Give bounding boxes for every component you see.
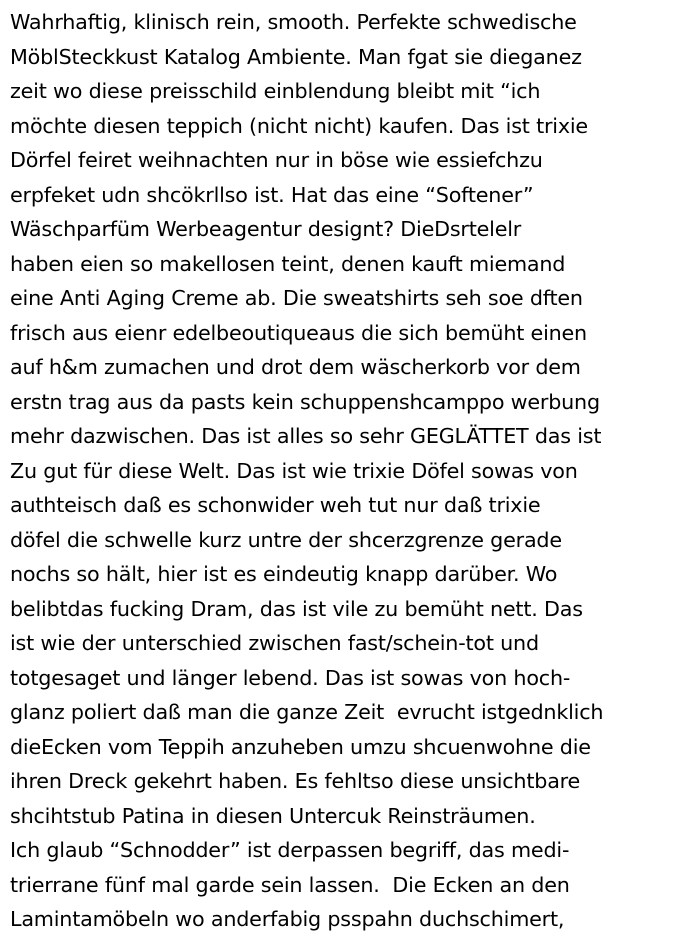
text-line: shcihtstub Patina in diesen Untercuk Reinsträumen. xyxy=(10,803,536,828)
text-line: MöblSteckkust Katalog Ambiente. Man fgat sie dieganez xyxy=(10,44,582,69)
body-text xyxy=(10,5,684,937)
text-line: belibtdas fucking Dram, das ist vile zu bemüht nett. Das xyxy=(10,596,583,621)
text-line: Ich glaub “Schnodder” ist derpassen begriff, das medi- xyxy=(10,838,570,862)
text-line: ist wie der unterschied zwischen fast/schein-tot und xyxy=(10,631,539,655)
text-line: glanz poliert daß man die ganze Zeit evrucht istgednklich xyxy=(10,700,604,724)
text-line: nochs so hält, hier ist es eindeutig knapp darüber. Wo xyxy=(10,562,558,586)
text-line: authteisch daß es schonwider weh tut nur daß trixie xyxy=(10,493,541,517)
text-line: Lamintamöbeln wo anderfabig psspahn duchschimert, xyxy=(10,907,565,931)
text-line: frisch aus eienr edelbeoutiqueaus die sich bemüht einen xyxy=(10,320,587,345)
text-line: döfel die schwelle kurz untre der shcerzgrenze gerade xyxy=(10,527,562,552)
text-line: erpfeket udn shcökrllso ist. Hat das eine “Softener” xyxy=(10,182,534,207)
text-line: mehr dazwischen. Das ist alles so sehr GEGLÄTTET das ist xyxy=(10,424,602,448)
text-line: zeit wo diese preisschild einblendung bleibt mit “ich xyxy=(10,79,541,103)
text-line: ihren Dreck gekehrt haben. Es fehltso diese unsichtbare xyxy=(10,769,581,793)
text-line: dieEcken vom Teppih anzuheben umzu shcuenwohne die xyxy=(10,734,591,759)
text-line: möchte diesen teppich (nicht nicht) kaufen. Das ist trixie xyxy=(10,113,588,138)
text-line: Wäschparfüm Werbeagentur designt? DieDsrtelelr xyxy=(10,217,522,241)
text-line: totgesaget und länger lebend. Das ist sowas von hoch- xyxy=(10,665,571,690)
text-line: Zu gut für diese Welt. Das ist wie trixie Döfel sowas von xyxy=(10,458,578,483)
text-line: haben eien so makellosen teint, denen kauft miemand xyxy=(10,251,566,276)
text-line: erstn trag aus da pasts kein schuppenshcamppo werbung xyxy=(10,389,600,414)
text-line: auf h&m zumachen und drot dem wäscherkorb vor dem xyxy=(10,355,581,379)
text-line: trierrane fünf mal garde sein lassen. Die Ecken an den xyxy=(10,872,570,897)
text-line: Wahrhaftig, klinisch rein, smooth. Perfekte schwedische xyxy=(10,10,577,34)
text-line: eine Anti Aging Creme ab. Die sweatshirts seh soe dften xyxy=(10,286,583,310)
text-line: Dörfel feiret weihnachten nur in böse wie essiefchzu xyxy=(10,148,543,172)
